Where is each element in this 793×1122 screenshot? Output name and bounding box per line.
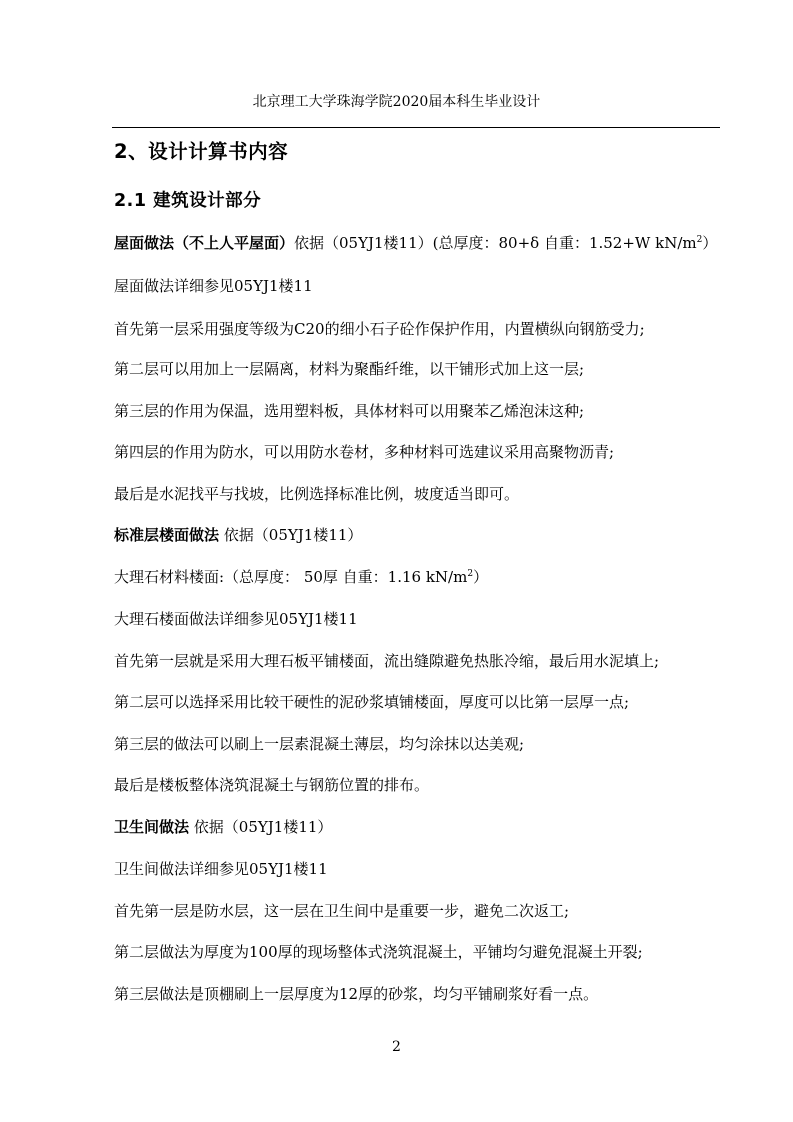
page-number: 2 bbox=[392, 1039, 401, 1055]
roof-unit-superscript: 2 bbox=[696, 235, 703, 245]
floor-layer-2: 第二层可以选择采用比较干硬性的泥砂浆填铺楼面，厚度可以比第一层厚一点; bbox=[114, 693, 630, 711]
roof-layer-1: 首先第一层采用强度等级为C20的细小石子砼作保护作用，内置横纵向钢筋受力; bbox=[114, 320, 645, 338]
floor-heading: 标准层楼面做法 bbox=[114, 526, 220, 544]
roof-layer-4: 第四层的作用为防水，可以用防水卷材，多种材料可选建议采用高聚物沥青; bbox=[114, 443, 615, 461]
floor-unit-superscript: 2 bbox=[467, 569, 474, 579]
roof-heading-rest: 依据（05YJ1楼11）(总厚度：80+δ 自重：1.52+W kN/m bbox=[294, 234, 697, 252]
roof-reference: 屋面做法详细参见05YJ1楼11 bbox=[114, 277, 313, 295]
bathroom-heading-rest: 依据（05YJ1楼11） bbox=[189, 818, 333, 836]
bathroom-heading: 卫生间做法 bbox=[114, 818, 190, 836]
bathroom-heading-line bbox=[114, 816, 720, 838]
floor-material-close: ） bbox=[473, 568, 489, 586]
bathroom-reference: 卫生间做法详细参见05YJ1楼11 bbox=[114, 860, 328, 878]
floor-reference: 大理石楼面做法详细参见05YJ1楼11 bbox=[114, 610, 358, 628]
floor-last-layer: 最后是楼板整体浇筑混凝土与钢筋位置的排布。 bbox=[114, 776, 430, 794]
bathroom-layer-3: 第三层做法是顶棚刷上一层厚度为12厚的砂浆，均匀平铺刷浆好看一点。 bbox=[114, 985, 599, 1003]
floor-layer-3: 第三层的做法可以刷上一层素混凝土薄层，均匀涂抹以达美观; bbox=[114, 735, 525, 753]
roof-layer-2: 第二层可以用加上一层隔离，材料为聚酯纤维，以干铺形式加上这一层; bbox=[114, 360, 585, 378]
floor-heading-rest: 依据（05YJ1楼11） bbox=[219, 526, 363, 544]
subsection-title: 2.1 建筑设计部分 bbox=[114, 191, 262, 211]
roof-heading-close: ） bbox=[702, 234, 718, 252]
roof-last-layer: 最后是水泥找平与找坡，比例选择标准比例，坡度适当即可。 bbox=[114, 485, 520, 503]
roof-layer-3: 第三层的作用为保温，选用塑料板，具体材料可以用聚苯乙烯泡沫这种; bbox=[114, 402, 585, 420]
section-title: 2、设计计算书内容 bbox=[114, 140, 289, 163]
floor-heading-line bbox=[114, 524, 720, 546]
floor-layer-1: 首先第一层就是采用大理石板平铺楼面，流出缝隙避免热胀冷缩，最后用水泥填上; bbox=[114, 652, 660, 670]
roof-heading-line bbox=[114, 232, 720, 254]
bathroom-layer-1: 首先第一层是防水层，这一层在卫生间中是重要一步，避免二次返工; bbox=[114, 902, 570, 920]
bathroom-layer-2: 第二层做法为厚度为100厚的现场整体式浇筑混凝土，平铺均匀避免混凝土开裂; bbox=[114, 943, 643, 961]
header-rule bbox=[112, 127, 720, 128]
floor-material: 大理石材料楼面:（总厚度： 50厚 自重：1.16 kN/m bbox=[114, 568, 468, 586]
running-header: 北京理工大学珠海学院2020届本科生毕业设计 bbox=[252, 94, 541, 110]
roof-heading: 屋面做法（不上人平屋面） bbox=[114, 234, 295, 252]
floor-material-line bbox=[114, 566, 720, 588]
